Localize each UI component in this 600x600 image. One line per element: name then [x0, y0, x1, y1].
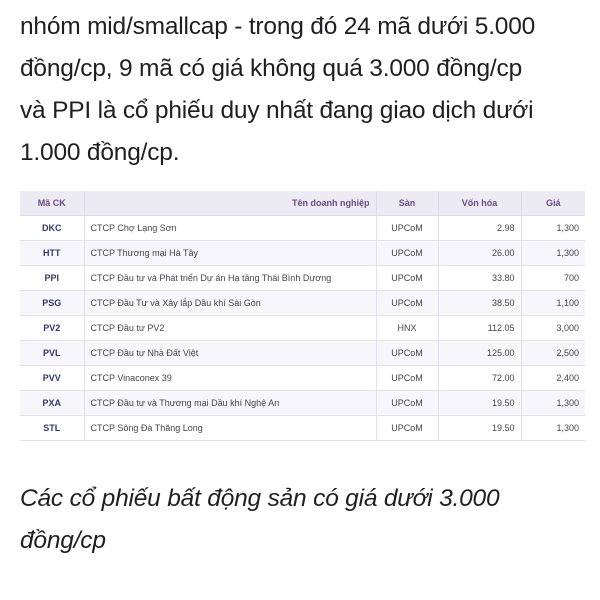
cell-code: DKC [20, 216, 84, 241]
cell-code: PVL [20, 341, 84, 366]
table-row [20, 216, 585, 241]
table-row [20, 316, 585, 341]
cell-exchange: HNX [376, 316, 438, 341]
table-row [20, 266, 585, 291]
table-row [20, 416, 585, 441]
cell-market-cap: 33.80 [438, 266, 521, 291]
header-price: Giá [521, 191, 585, 216]
cell-market-cap: 72.00 [438, 366, 521, 391]
table-body [20, 216, 585, 441]
cell-exchange: UPCoM [376, 291, 438, 316]
cell-price: 1,100 [521, 291, 585, 316]
caption-line: đồng/cp [20, 527, 106, 554]
cell-code: PV2 [20, 316, 84, 341]
intro-line: đồng/cp, 9 mã có giá không quá 3.000 đồng/cp [20, 55, 523, 82]
cell-price: 3,000 [521, 316, 585, 341]
caption-line: Các cổ phiếu bất động sản có giá dưới 3.000 [20, 485, 500, 512]
cell-price: 1,300 [521, 416, 585, 441]
cell-company: CTCP Vinaconex 39 [84, 366, 376, 391]
cell-company: CTCP Đầu tư và Phát triển Dự án Hạ tầng Thái Bình Dương [84, 266, 376, 291]
cell-company: CTCP Đầu Tư và Xây lắp Dầu khí Sài Gòn [84, 291, 376, 316]
intro-line: 1.000 đồng/cp. [20, 139, 180, 166]
cell-code: PPI [20, 266, 84, 291]
cell-code: PXA [20, 391, 84, 416]
cell-price: 1,300 [521, 391, 585, 416]
cell-price: 1,300 [521, 241, 585, 266]
cell-market-cap: 2.98 [438, 216, 521, 241]
cell-market-cap: 112.05 [438, 316, 521, 341]
cell-price: 1,300 [521, 216, 585, 241]
header-company: Tên doanh nghiệp [84, 191, 376, 216]
table-row [20, 341, 585, 366]
cell-price: 2,400 [521, 366, 585, 391]
cell-exchange: UPCoM [376, 341, 438, 366]
cell-price: 700 [521, 266, 585, 291]
cell-code: PSG [20, 291, 84, 316]
table-header-row [20, 191, 585, 216]
cell-exchange: UPCoM [376, 241, 438, 266]
table-row [20, 241, 585, 266]
table-row [20, 291, 585, 316]
cell-market-cap: 125.00 [438, 341, 521, 366]
header-market-cap: Vốn hóa [438, 191, 521, 216]
cell-company: CTCP Đầu tư và Thương mại Dầu khí Nghệ An [84, 391, 376, 416]
cell-company: CTCP Thương mại Hà Tây [84, 241, 376, 266]
cell-exchange: UPCoM [376, 416, 438, 441]
cell-exchange: UPCoM [376, 391, 438, 416]
cell-market-cap: 26.00 [438, 241, 521, 266]
cell-code: STL [20, 416, 84, 441]
table-row [20, 391, 585, 416]
cell-code: HTT [20, 241, 84, 266]
cell-price: 2,500 [521, 341, 585, 366]
stock-table-image [20, 191, 585, 451]
article-intro-paragraph [20, 6, 586, 174]
intro-line: và PPI là cổ phiếu duy nhất đang giao dịch dưới [20, 97, 534, 124]
image-caption [20, 478, 580, 562]
header-code: Mã CK [20, 191, 84, 216]
cell-exchange: UPCoM [376, 216, 438, 241]
cell-company: CTCP Đầu tư Nhà Đất Việt [84, 341, 376, 366]
cell-company: CTCP Chợ Lạng Sơn [84, 216, 376, 241]
stock-table [20, 191, 585, 441]
cell-company: CTCP Đầu tư PV2 [84, 316, 376, 341]
cell-market-cap: 38.50 [438, 291, 521, 316]
cell-exchange: UPCoM [376, 266, 438, 291]
cell-exchange: UPCoM [376, 366, 438, 391]
cell-market-cap: 19.50 [438, 391, 521, 416]
cell-market-cap: 19.50 [438, 416, 521, 441]
table-row [20, 366, 585, 391]
cell-code: PVV [20, 366, 84, 391]
cell-company: CTCP Sông Đà Thăng Long [84, 416, 376, 441]
intro-line: nhóm mid/smallcap - trong đó 24 mã dưới 5.000 [20, 13, 536, 40]
header-exchange: Sàn [376, 191, 438, 216]
